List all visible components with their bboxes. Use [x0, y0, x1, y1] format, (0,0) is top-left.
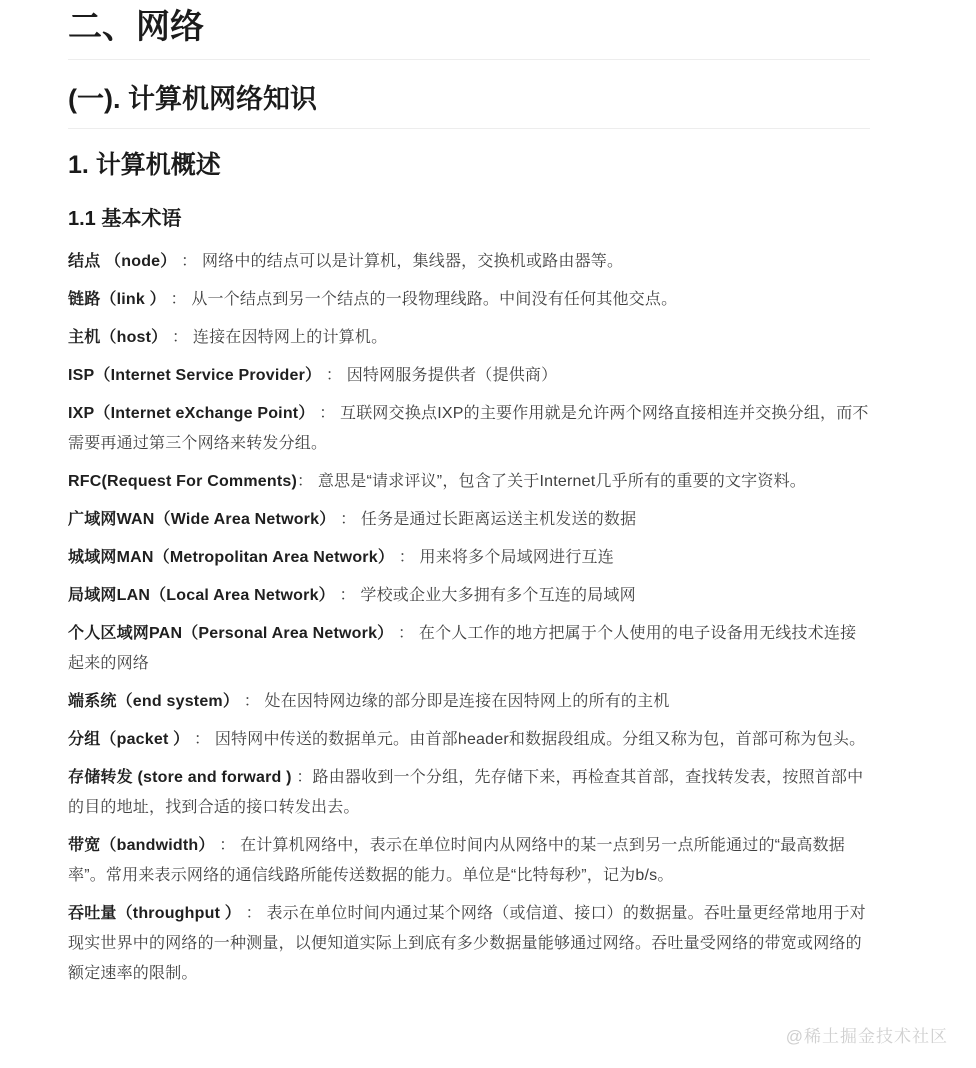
term-name: 主机（host）: [68, 328, 173, 346]
term-desc: ： 处在因特网边缘的部分即是连接在因特网上的所有的主机: [243, 692, 670, 710]
subsection-heading: 1.1 基本术语: [68, 207, 182, 230]
term-desc: ： 用来将多个局域网进行互连: [398, 548, 614, 566]
term-desc: ： 互联网交换点IXP的主要作用就是允许两个网络直接相连并交换分组，而不需要再通过第三个网络来转发分组。: [68, 404, 869, 452]
term-name: 链路（link ）: [68, 290, 171, 308]
term-paragraph-end-system: [68, 687, 870, 717]
term-desc: ： 因特网中传送的数据单元。由首部header和数据段组成。分组又称为包，首部可称为包头。: [194, 730, 866, 748]
term-name: 广域网WAN（Wide Area Network）: [68, 510, 341, 528]
term-desc: ： 在计算机网络中，表示在单位时间内从网络中的某一点到另一点所能通过的“最高数据率”。常用来表示网络的通信线路所能传送数据的能力。单位是“比特每秒”，记为b/s。: [68, 836, 846, 884]
term-paragraph-isp: [68, 361, 870, 391]
term-paragraph-store-and-forward: [68, 763, 870, 823]
term-desc: ： 网络中的结点可以是计算机，集线器，交换机或路由器等。: [181, 252, 624, 270]
term-paragraph-pan: [68, 619, 870, 679]
term-name: 存储转发 (store and forward ): [68, 768, 297, 786]
term-desc: ： 在个人工作的地方把属于个人使用的电子设备用无线技术连接起来的网络: [68, 624, 857, 672]
term-paragraph-host: [68, 323, 870, 353]
term-name: ISP（Internet Service Provider）: [68, 366, 326, 384]
term-name: 吞吐量（throughput ）: [68, 904, 246, 922]
term-desc: ： 学校或企业大多拥有多个互连的局域网: [339, 586, 636, 604]
term-name: RFC(Request For Comments): [68, 472, 298, 490]
term-desc: ： 任务是通过长距离运送主机发送的数据: [340, 510, 637, 528]
term-paragraph-rfc: [68, 467, 870, 497]
term-name: 结点 （node）: [68, 252, 182, 270]
term-paragraph-bandwidth: [68, 831, 870, 891]
term-desc: ： 连接在因特网上的计算机。: [172, 328, 388, 346]
term-paragraph-link: [68, 285, 870, 315]
term-paragraph-throughput: [68, 899, 870, 989]
term-paragraph-node: [68, 247, 870, 277]
term-name: 带宽（bandwidth）: [68, 836, 220, 854]
term-paragraph-wan: [68, 505, 870, 535]
term-desc: ：路由器收到一个分组，先存储下来，再检查其首部，查找转发表，按照首部中的目的地址，找到合适的接口转发出去。: [68, 768, 864, 816]
term-name: 城域网MAN（Metropolitan Area Network）: [68, 548, 399, 566]
term-name: 局域网LAN（Local Area Network）: [68, 586, 340, 604]
term-paragraph-lan: [68, 581, 870, 611]
term-desc: ： 因特网服务提供者（提供商）: [325, 366, 558, 384]
chapter-heading: 1. 计算机概述: [68, 150, 221, 179]
term-desc: ： 表示在单位时间内通过某个网络（或信道、接口）的数据量。吞吐量更经常地用于对现实世界中的网络的一种测量，以便知道实际上到底有多少数据量能够通过网络。吞吐量受网络的带宽或网络的额定速率的限制。: [68, 904, 866, 982]
term-desc: ： 意思是“请求评议”，包含了关于Internet几乎所有的重要的文字资料。: [297, 472, 806, 490]
term-name: 个人区域网PAN（Personal Area Network）: [68, 624, 399, 642]
article-document: [68, 0, 870, 989]
term-name: 分组（packet ）: [68, 730, 194, 748]
term-paragraph-man: [68, 543, 870, 573]
page-title: 二、网络: [68, 6, 870, 60]
watermark: @稀土掘金技术社区: [785, 1027, 948, 1046]
term-desc: ： 从一个结点到另一个结点的一段物理线路。中间没有任何其他交点。: [170, 290, 678, 308]
term-name: 端系统（end system）: [68, 692, 244, 710]
term-name: IXP（Internet eXchange Point）: [68, 404, 320, 422]
term-paragraph-packet: [68, 725, 870, 755]
section-heading: (一). 计算机网络知识: [68, 82, 870, 129]
term-paragraph-ixp: [68, 399, 870, 459]
